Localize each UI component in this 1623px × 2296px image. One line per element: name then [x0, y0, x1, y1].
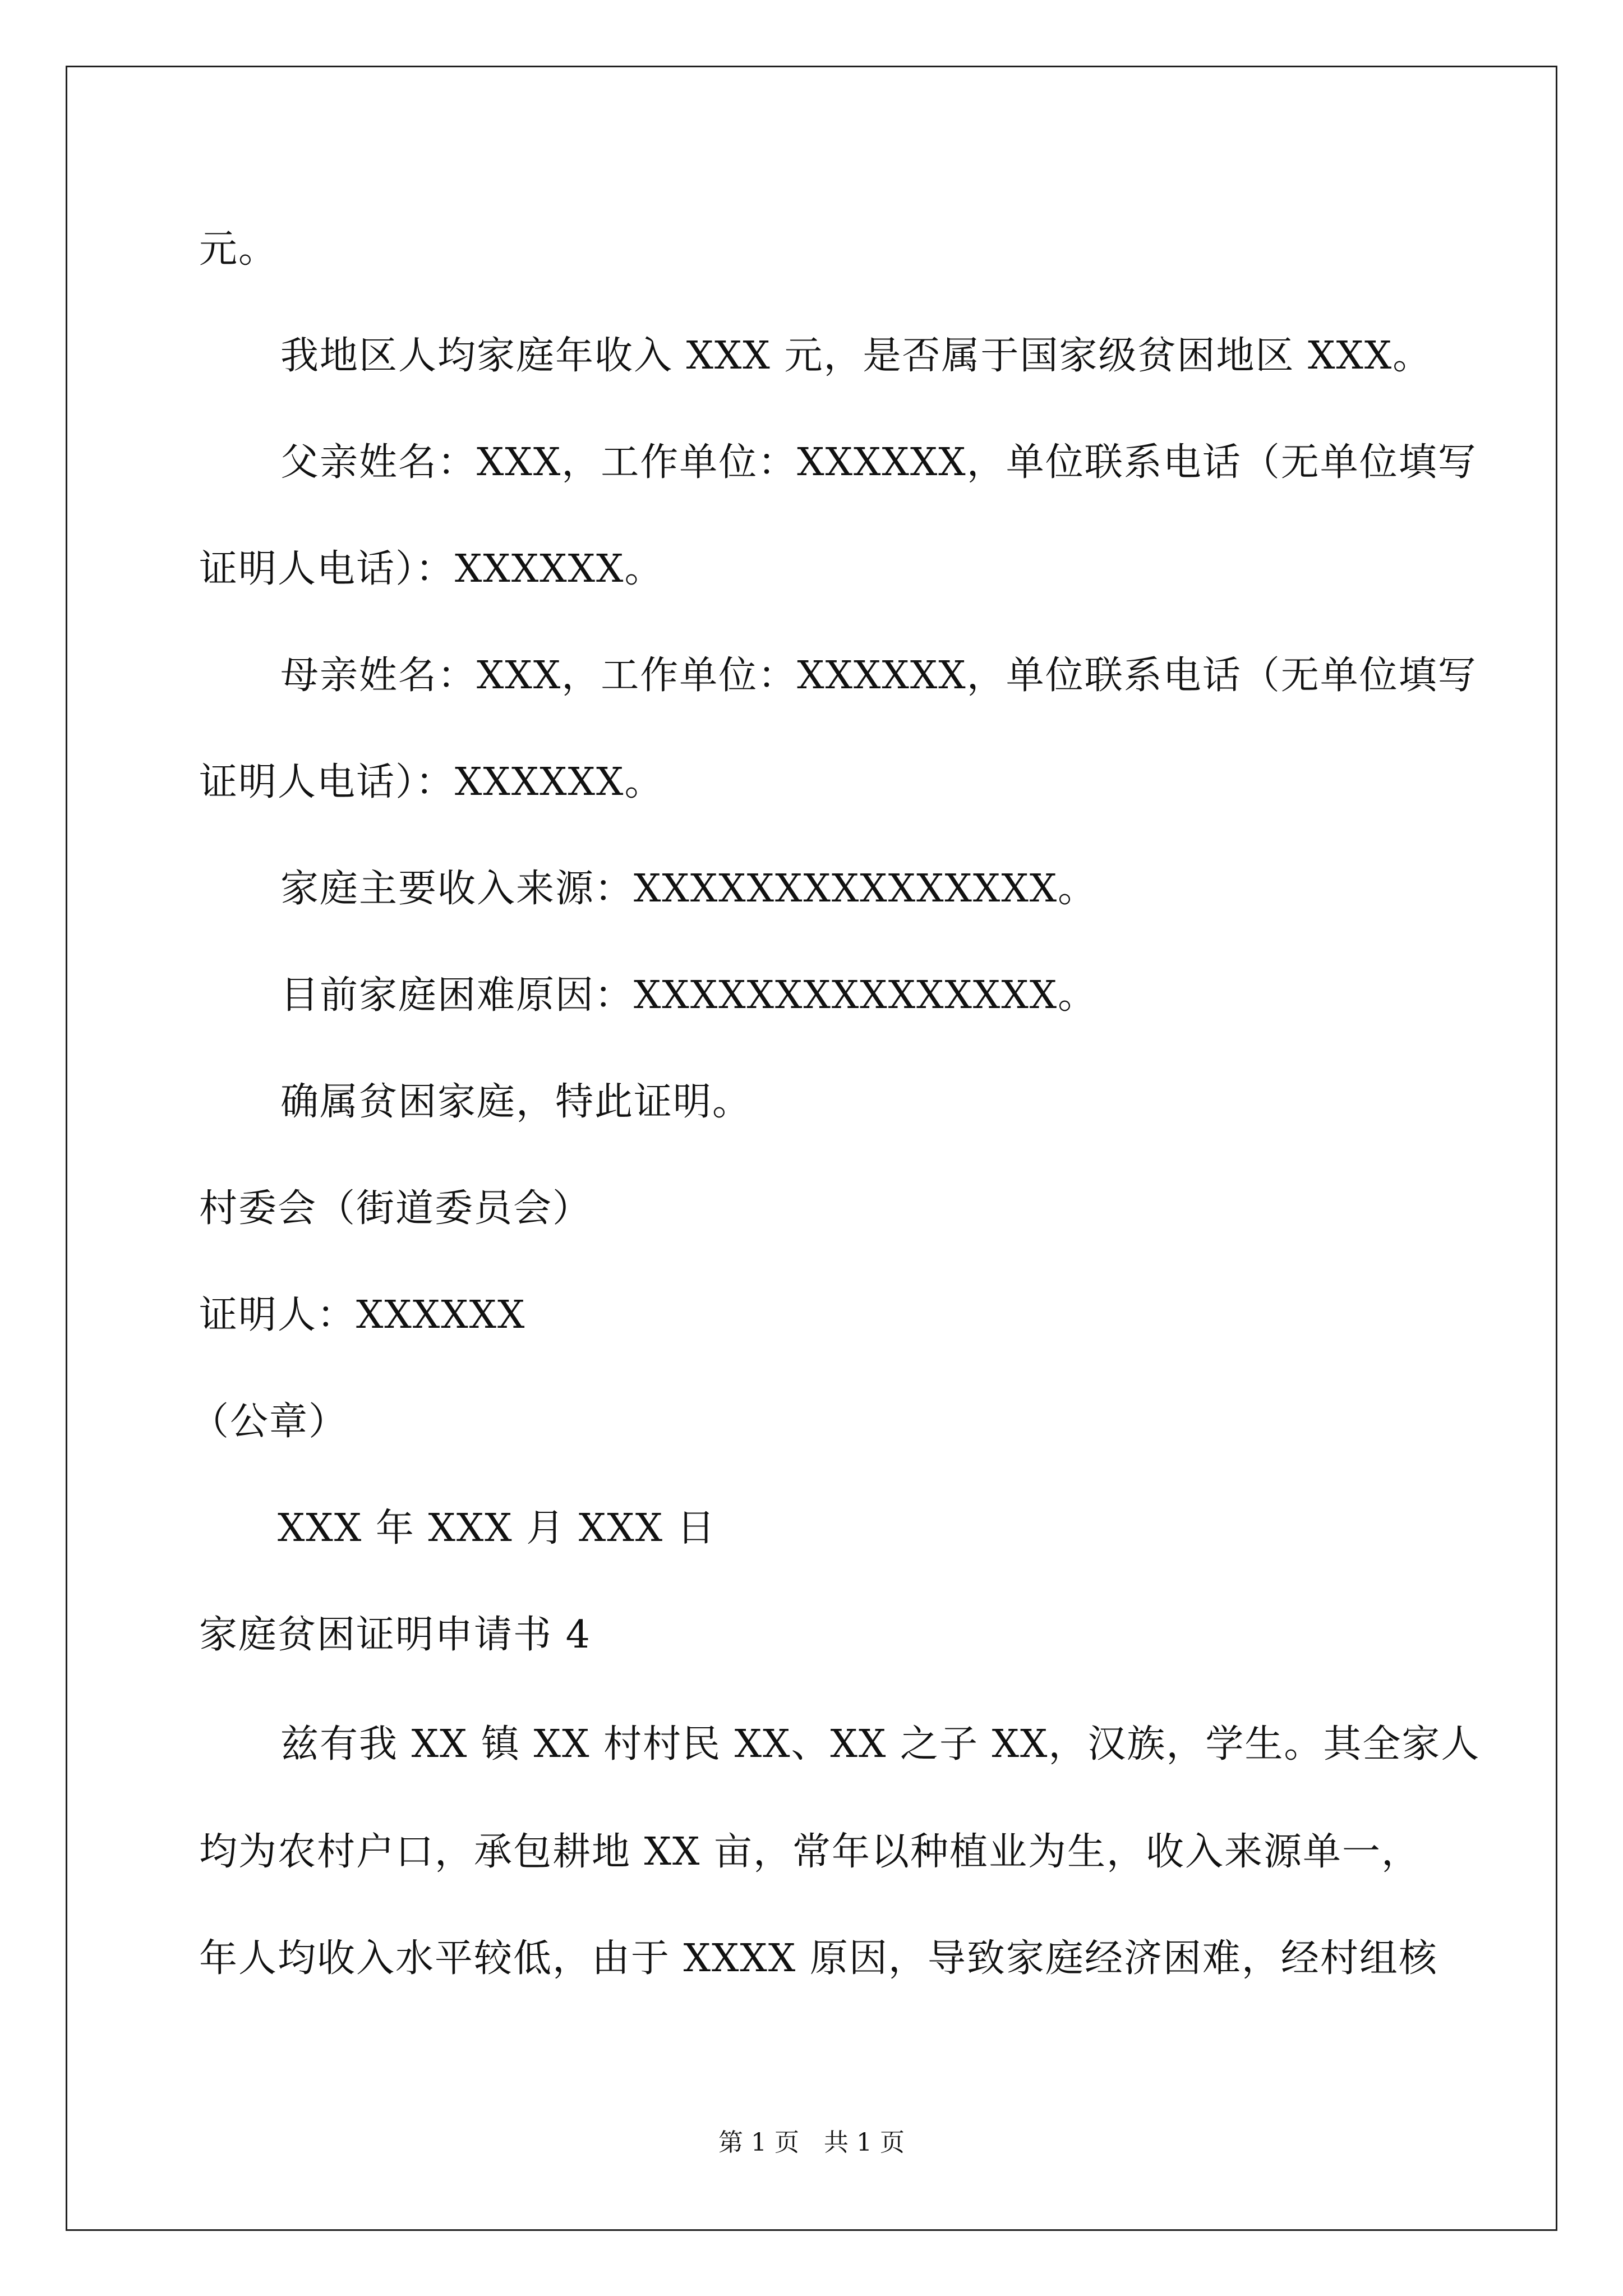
text-line: 年人均收入水平较低，由于 XXXX 原因，导致家庭经济困难，经村组核 [199, 1936, 1438, 1981]
section-heading: 家庭贫困证明申请书 4 [199, 1613, 591, 1657]
text-line: 证明人电话）：XXXXXX。 [199, 760, 664, 804]
text-line: 兹有我 XX 镇 XX 村村民 XX、XX 之子 XX，汉族，学生。其全家人 [280, 1722, 1481, 1766]
text-line: 家庭主要收入来源：XXXXXXXXXXXXXXX。 [280, 867, 1098, 911]
text-line: （公章） [191, 1400, 348, 1444]
text-line: 母亲姓名：XXX，工作单位：XXXXXX，单位联系电话（无单位填写 [280, 654, 1477, 698]
page-border [66, 66, 1557, 2231]
text-line: 元。 [199, 227, 278, 272]
page-footer: 第 1 页 共 1 页 [718, 2128, 905, 2157]
text-line: 确属贫困家庭，特此证明。 [280, 1080, 752, 1124]
text-line: 我地区人均家庭年收入 XXX 元，是否属于国家级贫困地区 XXX。 [280, 334, 1432, 378]
text-line: 证明人电话）：XXXXXX。 [199, 547, 664, 591]
text-line: XXX 年 XXX 月 XXX 日 [278, 1506, 716, 1550]
text-line: 证明人：XXXXXX [199, 1293, 526, 1337]
text-line: 目前家庭困难原因：XXXXXXXXXXXXXXX。 [280, 973, 1098, 1018]
text-line: 村委会（街道委员会） [199, 1186, 592, 1231]
text-line: 均为农村户口，承包耕地 XX 亩，常年以种植业为生，收入来源单一， [199, 1830, 1421, 1874]
text-line: 父亲姓名：XXX，工作单位：XXXXXX，单位联系电话（无单位填写 [280, 440, 1477, 485]
